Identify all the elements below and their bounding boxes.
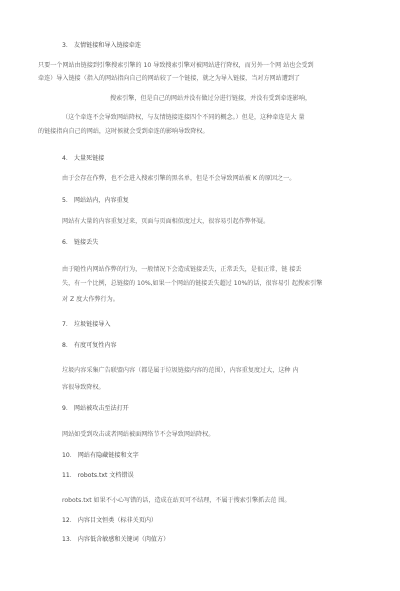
heading-6: 6． 链接丢失 [62, 239, 99, 246]
heading-7: 7． 垃圾链接导入 [62, 321, 111, 328]
paragraph-8-line-1: 垃圾内容采集广告联盟内容（都是属于垃圾链接内容的范围），内容重复度过大，这种 内 [62, 367, 299, 374]
heading-8: 8． 有度可复性内容 [62, 342, 117, 349]
paragraph-8-line-2: 容很导致降权。 [62, 384, 105, 391]
paragraph-3-line-5: 的链接指向自己的网站，这时候就会受到牵连的影响导致降权。 [38, 128, 209, 135]
heading-9: 9． 网站被攻击至法打开 [62, 405, 129, 412]
paragraph-3-line-2: 牵连）导入链接（指入的网站指向自己的网站较了一个链接，就之为导入链接，当对方网站遭到了 [38, 75, 301, 82]
heading-4: 4． 大量死链接 [62, 155, 105, 162]
paragraph-6-line-1: 由于随性内网站作弊的行为，一般情况下会造成链接丢失，正常丢失，是很正常，链 接丢 [62, 266, 302, 273]
paragraph-3-line-4: （这个牵连不会导致网站降权，与友情链接连接四个不同的概念。）但是，这种牵连是大 量 [62, 114, 305, 121]
paragraph-3-line-3: 搜索引擎，但是自己的网站并没有做过分进行链接，并没有受到牵连影响， [110, 95, 312, 102]
paragraph-6-line-3: 对 Z 度大作弊行为。 [62, 296, 119, 303]
paragraph-9: 网站如受到攻击或者网站被面网络节不会导致网站降权。 [62, 431, 215, 438]
paragraph-4: 由于会存在作弊，也不会进入搜索引擎的黑名单，但是不会导致网站被 K 的原因之一。 [62, 175, 296, 182]
paragraph-3-line-1: 只要一个网站由链接到引擎搜索引擎的 10 导致搜索引擎对被网站进行降权，而另外一个网 站也会受到 [38, 62, 314, 69]
heading-13: 13． 内容低含敏感和关键词（肉值方） [62, 536, 170, 543]
heading-11: 11． robots.txt 文档错误 [62, 472, 134, 479]
heading-12: 12． 内容目文恒类（标非关页内） [62, 517, 158, 524]
heading-10: 10． 网站有隐藏链接和文字 [62, 452, 139, 459]
paragraph-11: robots.txt 如果不小心写错的话，造成在站页可不结理，不属于搜索引擎抓去范 围。 [62, 497, 291, 504]
paragraph-6-line-2: 失，有一个比例，总链接的 10%,如果一个网站的链接丢失超过 10%的话，很容易引 起搜索引擎 [62, 280, 323, 287]
paragraph-5: 网站有大量的内容重复过来，页面与页面相似度过大，很容易引起作弊怀疑。 [62, 218, 270, 225]
heading-5: 5． 网站站内，内容重复 [62, 197, 129, 204]
heading-3: 3． 友情链接和导入链接牵连 [62, 42, 141, 49]
